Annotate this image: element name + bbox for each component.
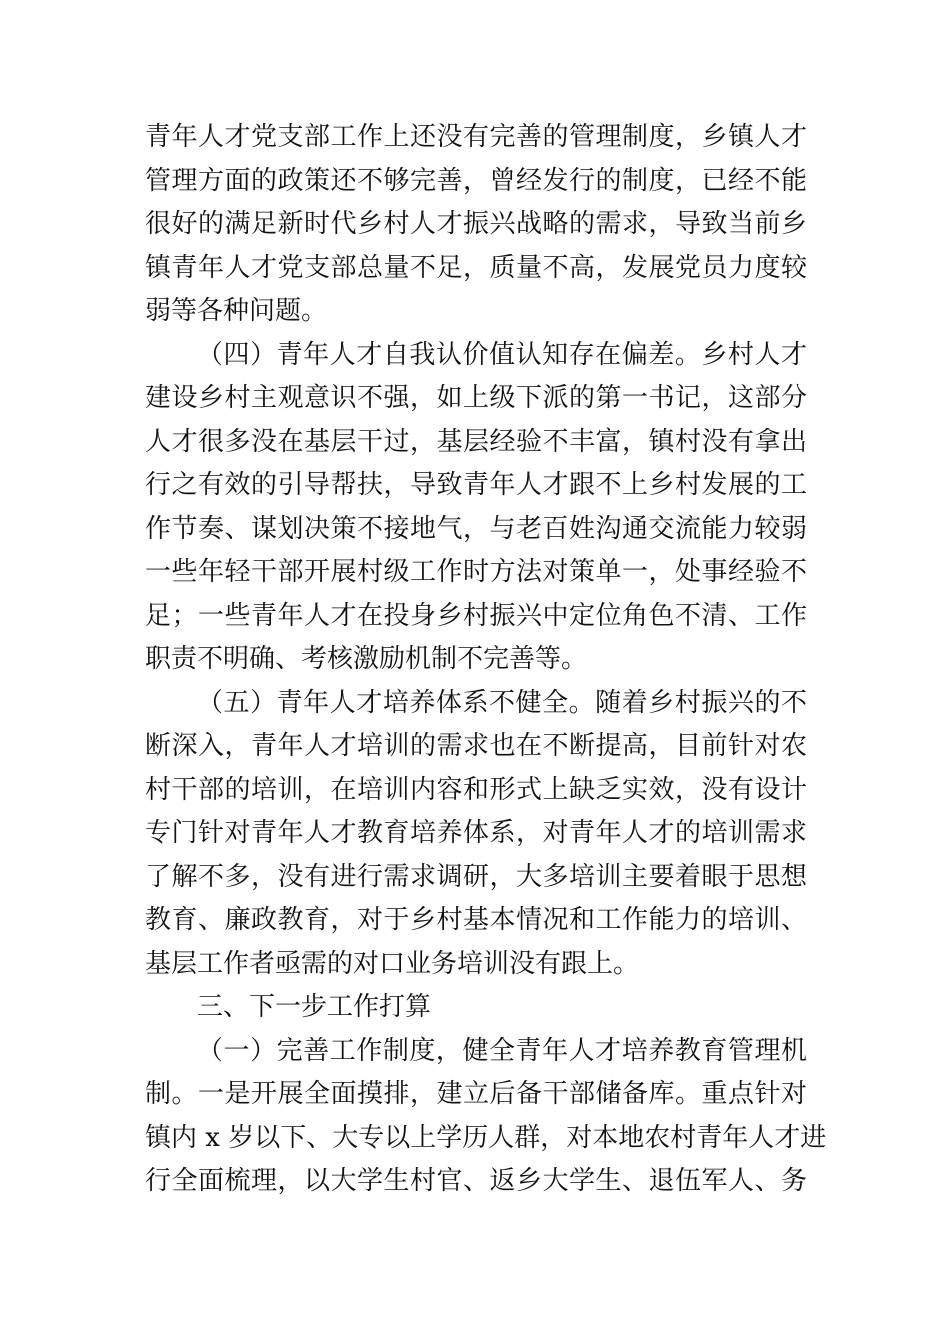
text-line: 行之有效的引导帮扶，导致青年人才跟不上乡村发展的工 bbox=[145, 470, 807, 500]
text-line: 弱等各种问题。 bbox=[145, 296, 328, 326]
text-line: 足；一些青年人才在投身乡村振兴中定位角色不清、工作 bbox=[145, 600, 807, 631]
heading-text: 三、下一步工作打算 bbox=[197, 992, 432, 1022]
paragraph-1 bbox=[145, 116, 807, 334]
text-line: （四）青年人才自我认价值认知存在偏差。乡村人才 bbox=[197, 339, 807, 370]
text-line: 管理方面的政策还不够完善，曾经发行的制度，已经不能 bbox=[145, 165, 807, 196]
text-line: 人才很多没在基层干过，基层经验不丰富，镇村没有拿出 bbox=[145, 426, 807, 457]
text-line: 职责不明确、考核激励机制不完善等。 bbox=[145, 644, 588, 674]
text-line: 断深入，青年人才培训的需求也在不断提高，目前针对农 bbox=[145, 731, 807, 761]
text-line: 了解不多，没有进行需求调研，大多培训主要着眼于思想 bbox=[145, 861, 807, 892]
text-line: （五）青年人才培养体系不健全。随着乡村振兴的不 bbox=[197, 687, 807, 718]
text-line: 村干部的培训，在培训内容和形式上缺乏实效，没有设计 bbox=[145, 774, 807, 805]
text-line: 镇内 x 岁以下、大专以上学历人群，对本地农村青年人才进 bbox=[145, 1122, 827, 1153]
text-line: 制。一是开展全面摸排，建立后备干部储备库。重点针对 bbox=[145, 1079, 807, 1109]
text-line: 行全面梳理，以大学生村官、返乡大学生、退伍军人、务 bbox=[145, 1166, 807, 1196]
body-text bbox=[145, 116, 827, 1204]
text-line: 专门针对青年人才教育培养体系，对青年人才的培训需求 bbox=[145, 818, 807, 848]
paragraph-3 bbox=[145, 682, 807, 987]
text-line: 镇青年人才党支部总量不足，质量不高，发展党员力度较 bbox=[145, 252, 807, 283]
section-heading bbox=[145, 986, 807, 1030]
text-line: 建设乡村主观意识不强，如上级下派的第一书记，这部分 bbox=[145, 383, 807, 413]
paragraph-5 bbox=[145, 1030, 827, 1204]
paragraph-2 bbox=[145, 334, 807, 682]
text-line: 教育、廉政教育，对于乡村基本情况和工作能力的培训、 bbox=[145, 905, 807, 935]
text-line: 作节奏、谋划决策不接地气，与老百姓沟通交流能力较弱 bbox=[145, 513, 807, 544]
text-line: 青年人才党支部工作上还没有完善的管理制度，乡镇人才 bbox=[145, 122, 807, 152]
text-line: （一）完善工作制度，健全青年人才培养教育管理机 bbox=[197, 1035, 807, 1066]
text-line: 一些年轻干部开展村级工作时方法对策单一，处事经验不 bbox=[145, 557, 807, 587]
text-line: 很好的满足新时代乡村人才振兴战略的需求，导致当前乡 bbox=[145, 209, 807, 239]
text-line: 基层工作者亟需的对口业务培训没有跟上。 bbox=[145, 948, 640, 979]
